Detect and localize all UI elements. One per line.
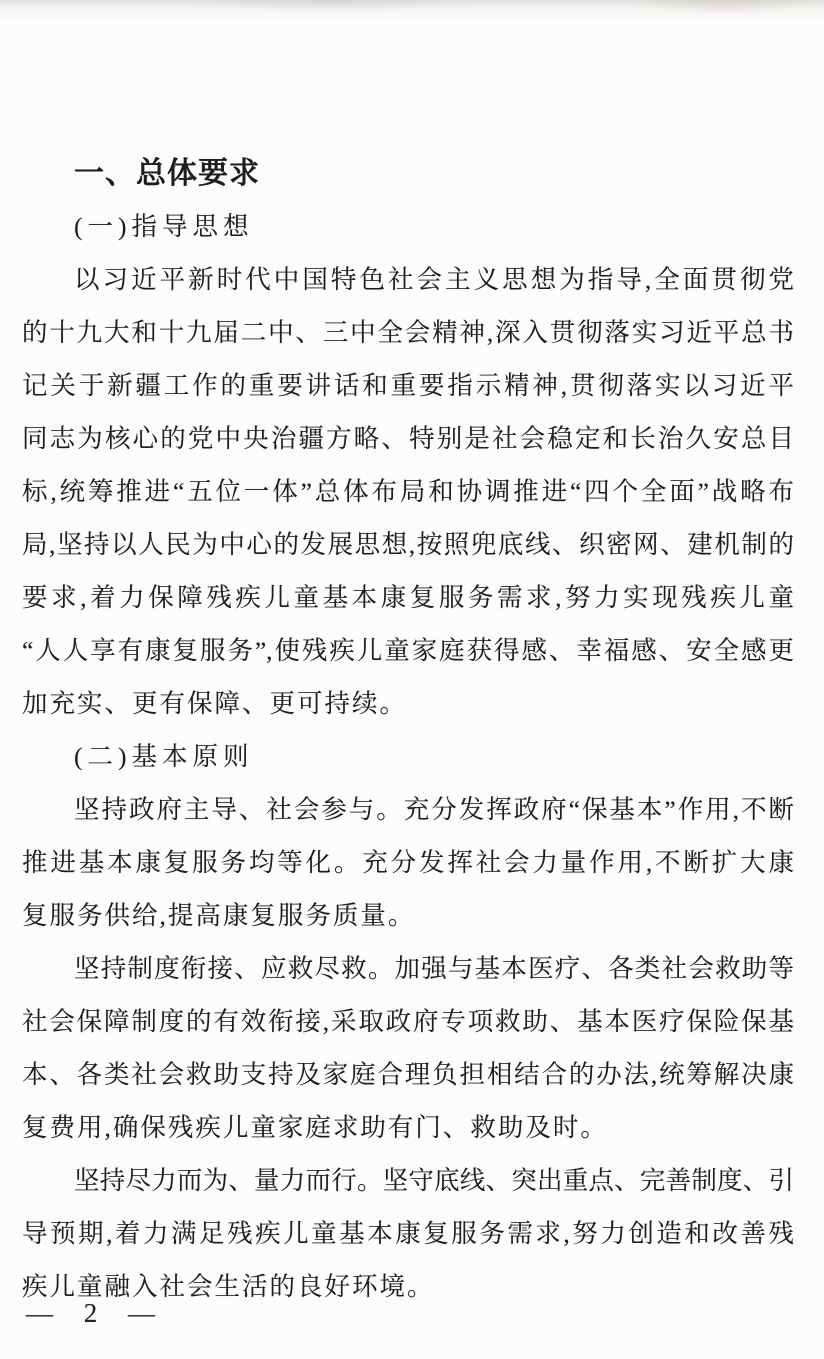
text-line: 复服务供给,提高康复服务质量。: [22, 901, 416, 930]
subheading-basic-principles: (二)基本原则: [74, 742, 254, 771]
text-line: 疾儿童融入社会生活的良好环境。: [22, 1272, 435, 1301]
text-line: 标,统筹推进“五位一体”总体布局和协调推进“四个全面”战略布: [22, 477, 794, 506]
text-line: 导预期,着力满足残疾儿童基本康复服务需求,努力创造和改善残: [22, 1219, 794, 1248]
text-line: 要求,着力保障残疾儿童基本康复服务需求,努力实现残疾儿童: [22, 583, 794, 612]
section-heading: 一、总体要求: [74, 157, 260, 190]
text-line: 坚持制度衔接、应救尽救。加强与基本医疗、各类社会救助等: [74, 954, 794, 983]
page-number: — 2 —: [26, 1298, 162, 1328]
subheading-guiding-ideology: (一)指导思想: [74, 212, 254, 241]
scan-artifact-top: [0, 0, 824, 30]
text-line: 推进基本康复服务均等化。充分发挥社会力量作用,不断扩大康: [22, 848, 794, 877]
text-line: “人人享有康复服务”,使残疾儿童家庭获得感、幸福感、安全感更: [22, 636, 794, 665]
text-line: 的十九大和十九届二中、三中全会精神,深入贯彻落实习近平总书: [22, 318, 794, 347]
paragraph-guiding-ideology: [22, 253, 794, 730]
text-line: 复费用,确保残疾儿童家庭求助有门、救助及时。: [22, 1113, 608, 1142]
paragraph-system-linkage: [22, 942, 794, 1154]
text-line: 以习近平新时代中国特色社会主义思想为指导,全面贯彻党: [74, 265, 794, 294]
text-line: 社会保障制度的有效衔接,采取政府专项救助、基本医疗保险保基: [22, 1007, 794, 1036]
text-line: 本、各类社会救助支持及家庭合理负担相结合的办法,统筹解决康: [22, 1060, 794, 1089]
document-content: [22, 147, 794, 1313]
text-line: 加充实、更有保障、更可持续。: [22, 689, 408, 718]
text-line: 记关于新疆工作的重要讲话和重要指示精神,贯彻落实以习近平: [22, 371, 794, 400]
paragraph-government-led: [22, 783, 794, 942]
text-line: 同志为核心的党中央治疆方略、特别是社会稳定和长治久安总目: [22, 424, 794, 453]
paragraph-do-best: [22, 1154, 794, 1313]
text-line: 坚持政府主导、社会参与。充分发挥政府“保基本”作用,不断: [74, 795, 794, 824]
text-line: 坚持尽力而为、量力而行。坚守底线、突出重点、完善制度、引: [74, 1166, 794, 1195]
text-line: 局,坚持以人民为中心的发展思想,按照兜底线、织密网、建机制的: [22, 530, 794, 559]
